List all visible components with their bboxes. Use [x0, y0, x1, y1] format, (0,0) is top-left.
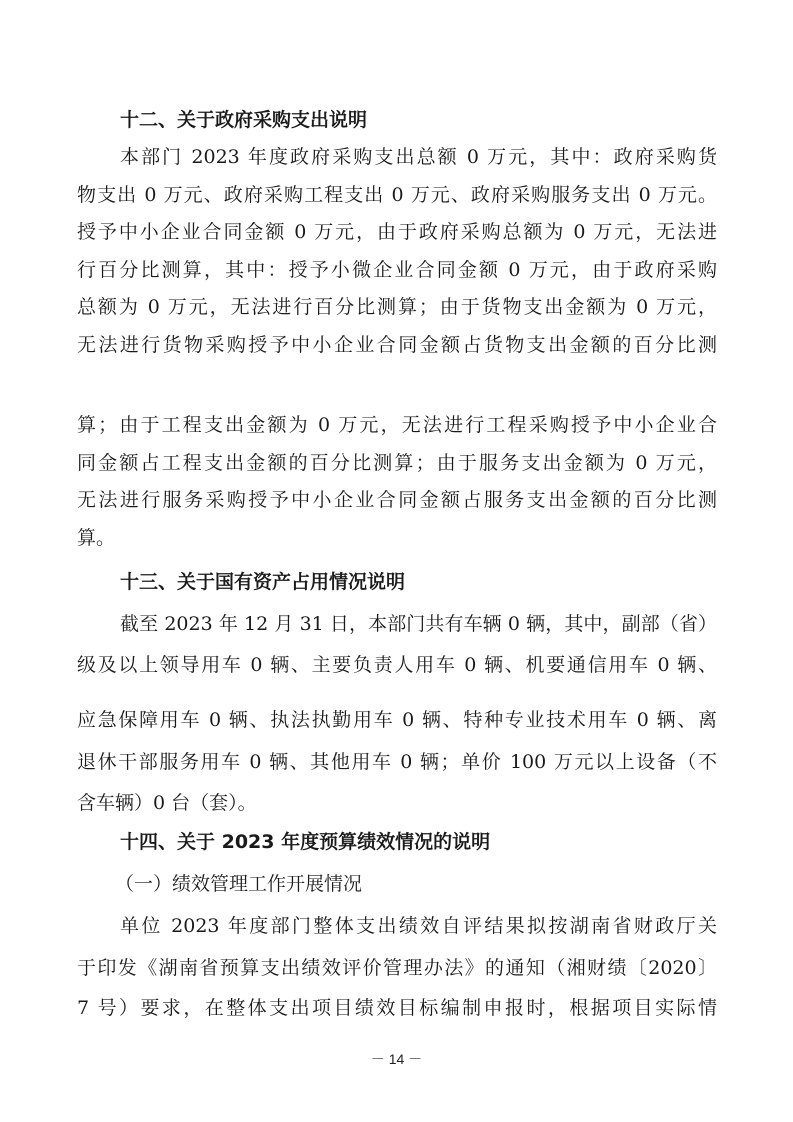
paragraph-line: 应急保障用车 0 辆、执法执勤用车 0 辆、特种专业技术用车 0 辆、离 — [77, 709, 717, 731]
paragraph-line: 截至 2023 年 12 月 31 日，本部门共有车辆 0 辆，其中，副部（省） — [120, 613, 717, 635]
paragraph-line: 物支出 0 万元、政府采购工程支出 0 万元、政府采购服务支出 0 万元。 — [77, 184, 717, 206]
paragraph-line: 于印发《湖南省预算支出绩效评价管理办法》的通知（湘财绩〔2020〕 — [77, 957, 717, 979]
paragraph-line: 无法进行货物采购授予中小企业合同金额占货物支出金额的百分比测 — [77, 334, 717, 356]
paragraph-line: 同金额占工程支出金额的百分比测算；由于服务支出金额为 0 万元， — [77, 452, 717, 474]
paragraph-line: 总额为 0 万元，无法进行百分比测算；由于货物支出金额为 0 万元， — [77, 296, 717, 318]
subsection-heading: （一）绩效管理工作开展情况 — [115, 873, 363, 895]
paragraph-line: 算；由于工程支出金额为 0 万元，无法进行工程采购授予中小企业合 — [77, 414, 717, 436]
section-heading-14: 十四、关于 2023 年度预算绩效情况的说明 — [120, 831, 491, 853]
paragraph-line: 退休干部服务用车 0 辆、其他用车 0 辆；单价 100 万元以上设备（不 — [77, 751, 717, 773]
paragraph-line: 7 号）要求，在整体支出项目绩效目标编制申报时，根据项目实际情 — [77, 997, 717, 1019]
section-heading-12: 十二、关于政府采购支出说明 — [120, 109, 368, 131]
paragraph-line: 无法进行服务采购授予中小企业合同金额占服务支出金额的百分比测 — [77, 489, 717, 511]
page-number: － 14 － — [370, 1051, 423, 1067]
paragraph-line: 含车辆）0 台（套）。 — [77, 792, 257, 814]
paragraph-line: 算。 — [77, 527, 116, 549]
paragraph-line: 行百分比测算，其中：授予小微企业合同金额 0 万元，由于政府采购 — [77, 259, 717, 281]
section-heading-13: 十三、关于国有资产占用情况说明 — [120, 571, 406, 593]
paragraph-line: 级及以上领导用车 0 辆、主要负责人用车 0 辆、机要通信用车 0 辆、 — [77, 654, 717, 676]
paragraph-line: 授予中小企业合同金额 0 万元，由于政府采购总额为 0 万元，无法进 — [77, 221, 717, 243]
paragraph-line: 单位 2023 年度部门整体支出绩效自评结果拟按湖南省财政厅关 — [120, 915, 717, 937]
paragraph-line: 本部门 2023 年度政府采购支出总额 0 万元，其中：政府采购货 — [120, 146, 717, 168]
